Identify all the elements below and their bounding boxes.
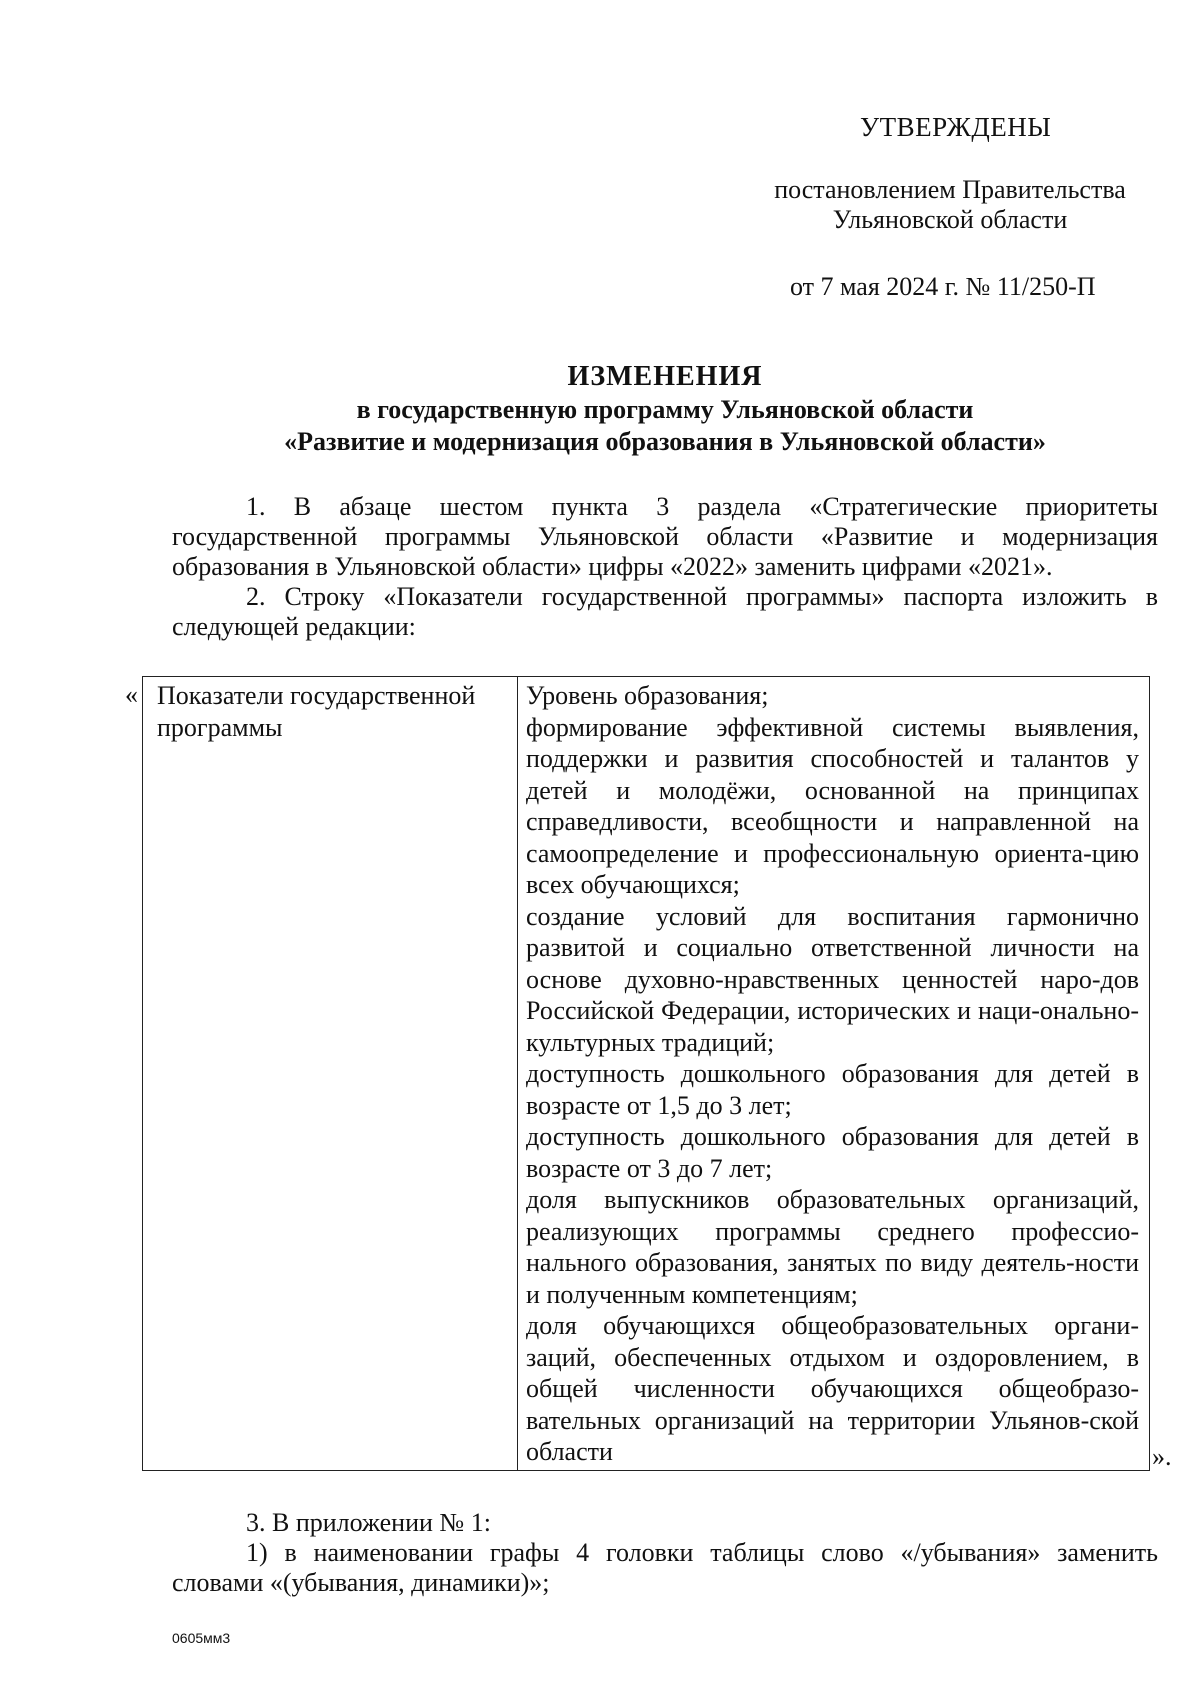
indicator-item: Уровень образования; <box>526 681 769 710</box>
approval-line-2: Ульяновской области <box>832 205 1068 234</box>
indicator-item: формирование эффективной системы выявления, поддержки и развития способностей и талантов у детей и молодёжи, основанной на принципах справедливости, всеобщности и направленной на самоопределение и профессиональную ориента-цию всех обучающихся; <box>526 712 1139 899</box>
document-heading <box>170 360 1160 458</box>
section-3-item-1: 1) в наименовании графы 4 головки таблицы слово «/убывания» заменить словами «(убывания, динамики)»; <box>172 1538 1158 1597</box>
heading-subtitle-1: в государственную программу Ульяновской области <box>356 395 974 424</box>
indicator-item: доля выпускников образовательных организаций, реализующих программы среднего профессио-нального образования, занятых по виду деятель-ности и полученным компетенциям; <box>526 1185 1139 1309</box>
body-item-2: 2. Строку «Показатели государственной программы» паспорта изложить в следующей редакции: <box>172 582 1158 641</box>
heading-subtitle-2: «Развитие и модернизация образования в Ульяновской области» <box>284 427 1046 456</box>
quote-close-mark: ». <box>1152 1442 1172 1471</box>
table-left-cell: Показатели государственной программы <box>143 677 518 1471</box>
table-right-cell <box>518 677 1150 1471</box>
indicators-table <box>142 676 1150 1471</box>
section-3-intro: 3. В приложении № 1: <box>246 1508 491 1537</box>
approval-date: от 7 мая 2024 г. № 11/250-П <box>790 272 1096 301</box>
table-row <box>143 677 1150 1471</box>
approval-line-1: постановлением Правительства <box>774 175 1126 204</box>
indicator-item: доля обучающихся общеобразовательных органи-заций, обеспеченных отдыхом и оздоровлением, в общей численности обучающихся общеобразо-вательных организаций на территории Ульянов-ской области <box>526 1311 1139 1466</box>
footer-code: 0605мм3 <box>172 1630 231 1646</box>
quote-open-mark: « <box>125 680 138 709</box>
indicator-item: доступность дошкольного образования для детей в возрасте от 3 до 7 лет; <box>526 1122 1139 1183</box>
section-3 <box>172 1508 1158 1598</box>
indicator-item: доступность дошкольного образования для детей в возрасте от 1,5 до 3 лет; <box>526 1059 1139 1120</box>
body-item-1: 1. В абзаце шестом пункта 3 раздела «Стратегические приоритеты государственной программы Ульяновской области «Развитие и модернизация образования в Ульяновской области» цифры «2022» заменить цифрами «2021». <box>172 492 1158 581</box>
heading-title: ИЗМЕНЕНИЯ <box>567 361 763 392</box>
body-paragraphs <box>172 492 1158 642</box>
indicator-item: создание условий для воспитания гармонично развитой и социально ответственной личности на основе духовно-нравственных ценностей наро-дов Российской Федерации, исторических и наци-онально-культурных традиций; <box>526 901 1139 1057</box>
approval-block <box>740 175 1160 235</box>
approval-title: УТВЕРЖДЕНЫ <box>860 112 1052 142</box>
